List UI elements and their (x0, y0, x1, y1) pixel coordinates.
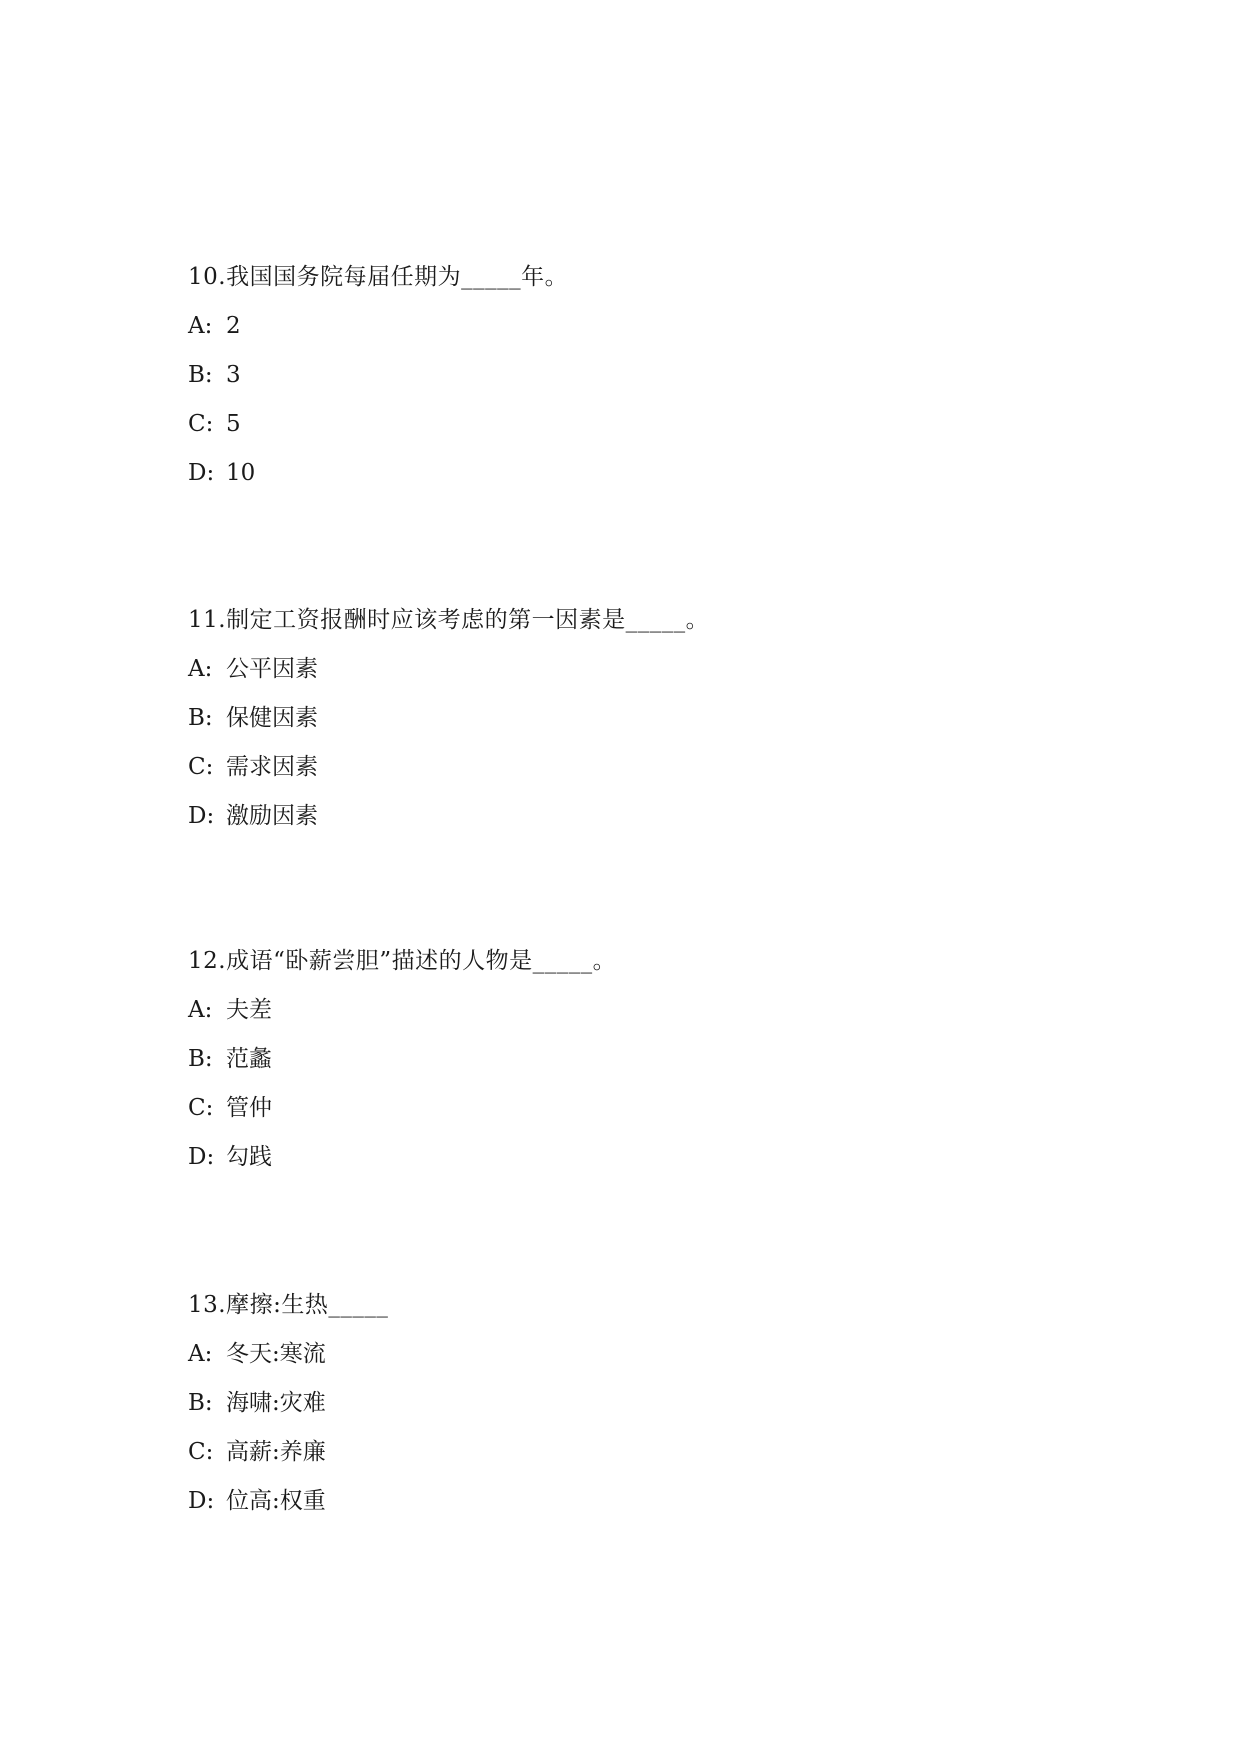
question-12 (188, 937, 1088, 1182)
option-text: 位高:权重 (226, 1488, 326, 1514)
option-c (188, 400, 1088, 449)
option-a (188, 1330, 1088, 1379)
option-c (188, 1428, 1088, 1477)
option-c (188, 743, 1088, 792)
question-number: 11. (188, 607, 227, 633)
question-text: 成语“卧薪尝胆”描述的人物是_____。 (226, 948, 617, 974)
question-stem (188, 937, 1088, 986)
option-letter: B: (188, 705, 213, 731)
option-letter: B: (188, 362, 213, 388)
option-b (188, 1035, 1088, 1084)
question-text: 摩擦:生热_____ (226, 1292, 389, 1318)
question-text: 我国国务院每届任期为_____年。 (226, 264, 569, 290)
question-stem (188, 253, 1088, 302)
question-number: 12. (188, 948, 227, 974)
option-b (188, 694, 1088, 743)
question-number: 10. (188, 264, 227, 290)
option-b (188, 351, 1088, 400)
option-letter: D: (188, 460, 215, 486)
option-text: 冬天:寒流 (226, 1341, 326, 1367)
option-text: 保健因素 (226, 705, 318, 731)
option-letter: A: (188, 997, 213, 1023)
option-d (188, 1133, 1088, 1182)
option-text: 3 (226, 362, 241, 388)
option-text: 勾践 (226, 1144, 272, 1170)
option-letter: A: (188, 313, 213, 339)
option-text: 10 (226, 460, 256, 486)
option-letter: A: (188, 1341, 213, 1367)
question-10 (188, 253, 1088, 498)
option-d (188, 792, 1088, 841)
question-text: 制定工资报酬时应该考虑的第一因素是_____。 (226, 607, 710, 633)
option-text: 5 (226, 411, 241, 437)
option-letter: D: (188, 1488, 215, 1514)
option-text: 管仲 (226, 1095, 272, 1121)
question-number: 13. (188, 1292, 227, 1318)
option-letter: C: (188, 1439, 214, 1465)
option-a (188, 645, 1088, 694)
option-a (188, 986, 1088, 1035)
question-stem (188, 1281, 1088, 1330)
option-a (188, 302, 1088, 351)
question-stem (188, 596, 1088, 645)
option-letter: C: (188, 754, 214, 780)
option-d (188, 449, 1088, 498)
option-text: 高薪:养廉 (226, 1439, 326, 1465)
option-letter: D: (188, 1144, 215, 1170)
option-letter: B: (188, 1046, 213, 1072)
option-letter: C: (188, 411, 214, 437)
option-text: 激励因素 (226, 803, 318, 829)
question-11 (188, 596, 1088, 841)
option-letter: D: (188, 803, 215, 829)
option-letter: A: (188, 656, 213, 682)
question-13 (188, 1281, 1088, 1526)
option-letter: B: (188, 1390, 213, 1416)
option-text: 范蠡 (226, 1046, 272, 1072)
option-letter: C: (188, 1095, 214, 1121)
option-text: 2 (226, 313, 241, 339)
option-b (188, 1379, 1088, 1428)
option-d (188, 1477, 1088, 1526)
option-text: 海啸:灾难 (226, 1390, 326, 1416)
option-text: 夫差 (226, 997, 272, 1023)
option-text: 需求因素 (226, 754, 318, 780)
option-text: 公平因素 (226, 656, 318, 682)
option-c (188, 1084, 1088, 1133)
